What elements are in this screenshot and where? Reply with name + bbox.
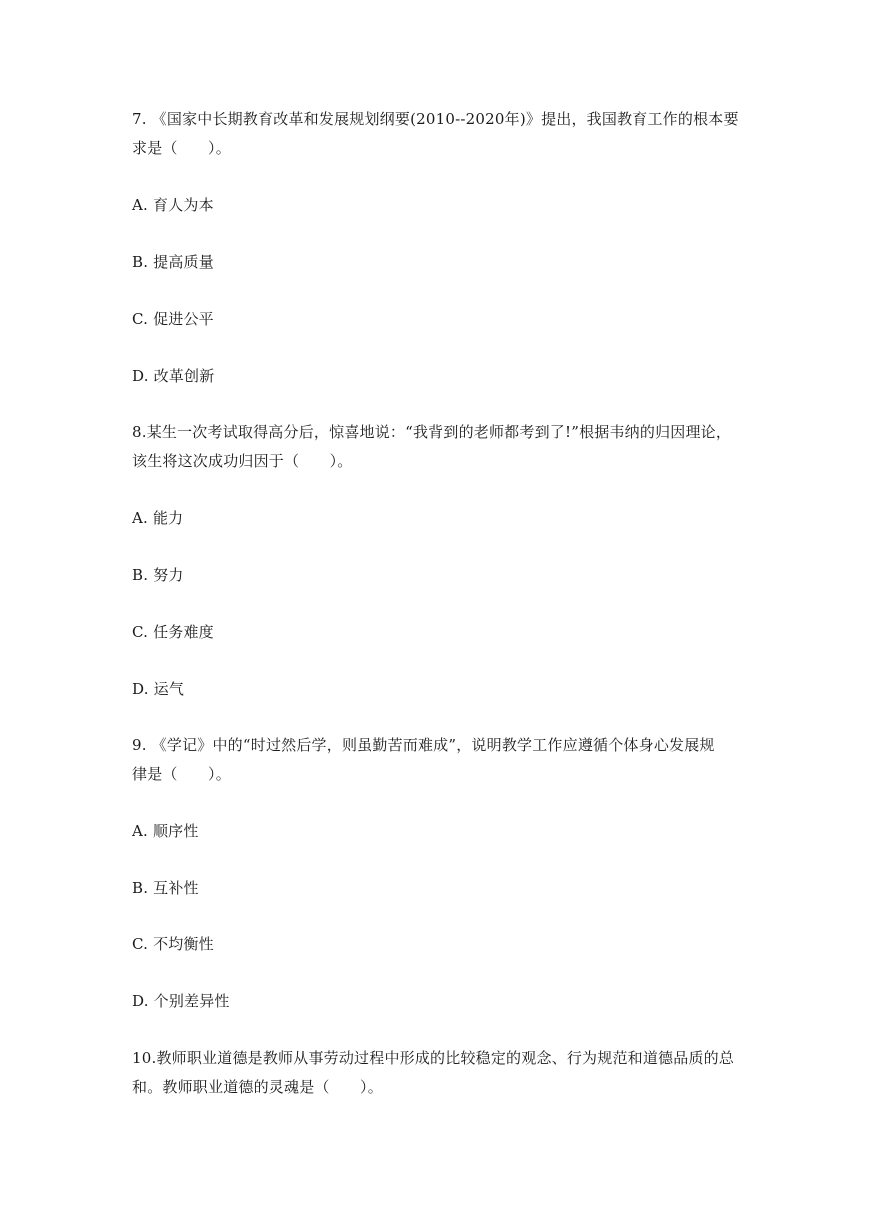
- question-7-option-d: D. 改革创新: [132, 367, 215, 385]
- question-9-option-a: A. 顺序性: [132, 822, 199, 840]
- question-7-option-c: C. 促进公平: [132, 310, 214, 328]
- question-9-option-c: C. 不均衡性: [132, 935, 214, 953]
- question-8-stem-line-2: 该生将这次成功归因于（ ）。: [132, 452, 353, 470]
- question-7-option-a: A. 育人为本: [132, 196, 214, 214]
- question-7-stem-line-2: 求是（ ）。: [132, 139, 231, 157]
- question-8-stem-line-1: 8.某生一次考试取得高分后，惊喜地说：“我背到的老师都考到了!”根据韦纳的归因理论，: [132, 423, 732, 441]
- question-7-option-b: B. 提高质量: [132, 253, 214, 271]
- question-10-stem-line-1: 10.教师职业道德是教师从事劳动过程中形成的比较稳定的观念、行为规范和道德品质的总: [132, 1049, 735, 1067]
- question-10-stem-line-2: 和。教师职业道德的灵魂是（ ）。: [132, 1078, 383, 1096]
- question-9-option-d: D. 个别差异性: [132, 992, 230, 1010]
- question-8-option-c: C. 任务难度: [132, 623, 214, 641]
- question-9-option-b: B. 互补性: [132, 879, 199, 897]
- question-7-stem-line-1: 7. 《国家中长期教育改革和发展规划纲要(2010--2020年)》提出，我国教育工作的根本要: [132, 110, 739, 128]
- question-8-option-d: D. 运气: [132, 680, 185, 698]
- question-9-stem-line-1: 9. 《学记》中的“时过然后学，则虽勤苦而难成”，说明教学工作应遵循个体身心发展规: [132, 736, 715, 754]
- question-9-stem-line-2: 律是（ ）。: [132, 765, 231, 783]
- question-8-option-b: B. 努力: [132, 566, 184, 584]
- question-8-option-a: A. 能力: [132, 509, 184, 527]
